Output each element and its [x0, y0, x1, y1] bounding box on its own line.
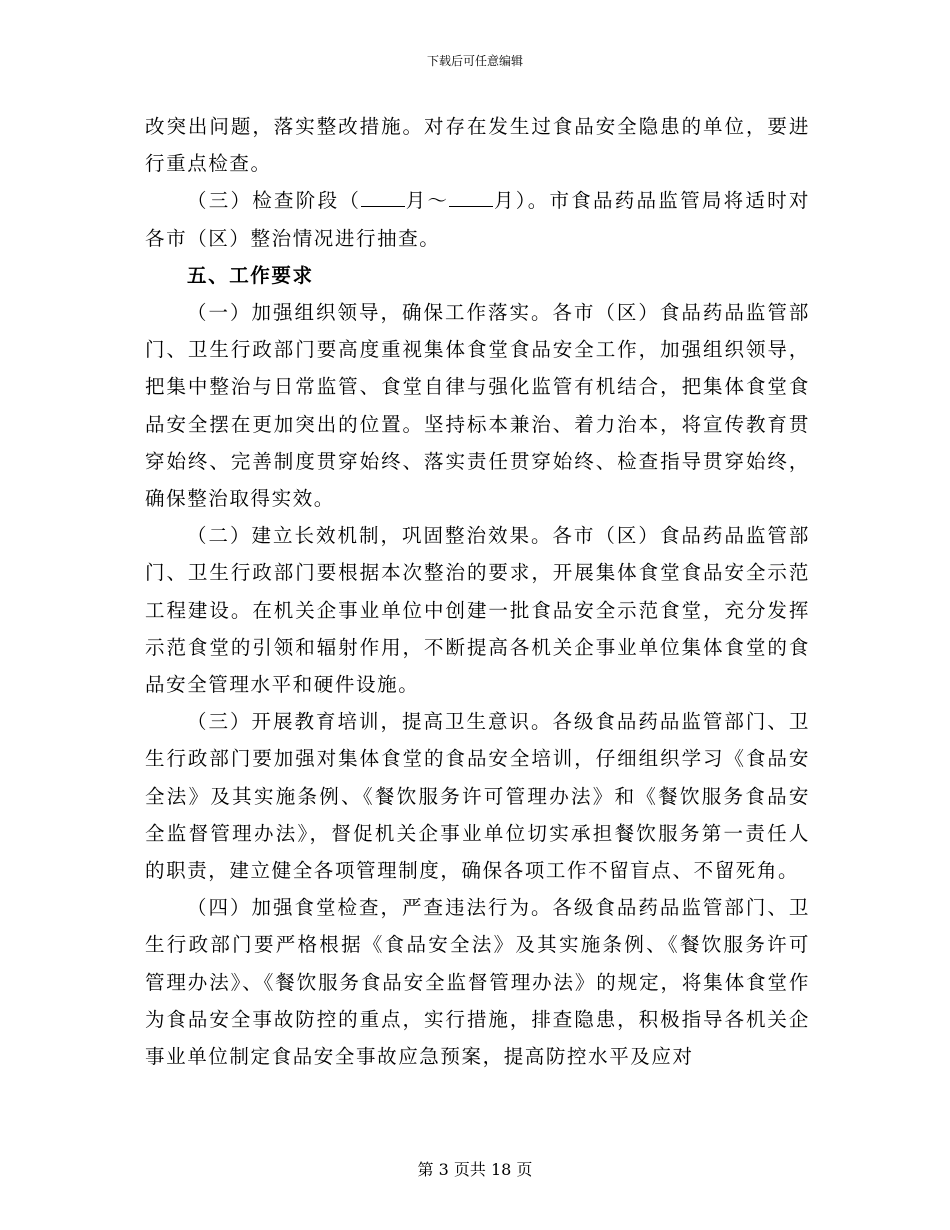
page-header: 下载后可任意编辑	[426, 54, 523, 68]
section-heading: 五、工作要求	[187, 263, 314, 287]
paragraph-requirement-2: （二）建立长效机制，巩固整治效果。各市（区）食品药品监管部门、卫生行政部门要根据本次整治的要求，开展集体食堂食品安全示范工程建设。在机关企事业单位中创建一批食品安全示范食堂，充分发挥示范食堂的引领和辐射作用，不断提高各机关企事业单位集体食堂的食品安全管理水平和硬件设施。	[145, 524, 810, 697]
inspection-stage-prefix: （三）检查阶段（	[187, 189, 362, 213]
blank-line	[361, 182, 405, 207]
document-body	[145, 108, 810, 1075]
paragraph-requirement-4: （四）加强食堂检查，严查违法行为。各级食品药品监管部门、卫生行政部门要严格根据《食品安全法》及其实施条例、《餐饮服务许可管理办法》、《餐饮服务食品安全监督管理办法》的规定，将集体食堂作为食品安全事故防控的重点，实行措施，排查隐患，积极指导各机关企事业单位制定食品安全事故应急预案，提高防控水平及应对	[145, 896, 810, 1069]
page-number: 第 3 页共 18 页	[417, 1160, 533, 1179]
inspection-stage-suffix: 月）。市食品药品监管局将适时对各市（区）整治情况进行抽查。	[145, 189, 810, 250]
paragraph-continuation: 改突出问题，落实整改措施。对存在发生过食品安全隐患的单位，要进行重点检查。	[145, 115, 810, 176]
inspection-stage-mid: 月～	[405, 189, 450, 213]
paragraph-requirement-1: （一）加强组织领导，确保工作落实。各市（区）食品药品监管部门、卫生行政部门要高度重视集体食堂食品安全工作，加强组织领导，把集中整治与日常监管、食堂自律与强化监管有机结合，把集体食堂食品安全摆在更加突出的位置。坚持标本兼治、着力治本，将宣传教育贯穿始终、完善制度贯穿始终、落实责任贯穿始终、检查指导贯穿始终，确保整治取得实效。	[145, 301, 810, 511]
blank-line	[449, 182, 493, 207]
paragraph-inspection-stage	[145, 182, 810, 256]
paragraph-requirement-3: （三）开展教育培训，提高卫生意识。各级食品药品监管部门、卫生行政部门要加强对集体食堂的食品安全培训，仔细组织学习《食品安全法》及其实施条例、《餐饮服务许可管理办法》和《餐饮服务食品安全监督管理办法》，督促机关企事业单位切实承担餐饮服务第一责任人的职责，建立健全各项管理制度，确保各项工作不留盲点、不留死角。	[145, 710, 810, 883]
